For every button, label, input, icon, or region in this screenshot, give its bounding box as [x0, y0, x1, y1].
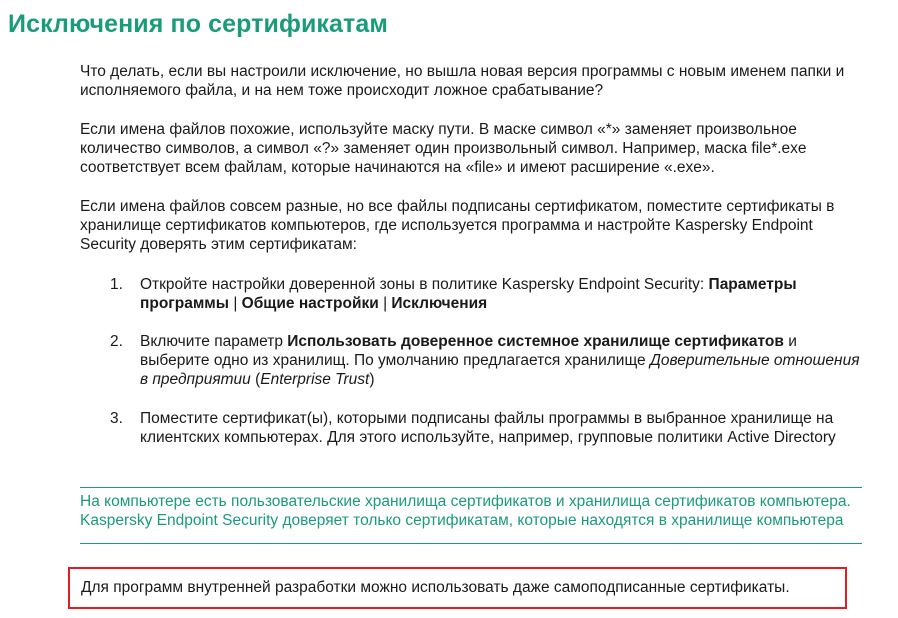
step-text-plain: и выберите одно из хранилищ. По умолчанию предлагается хранилище: [140, 333, 797, 369]
step-text: [140, 275, 870, 313]
step-bold-path: Общие настройки: [241, 295, 379, 312]
path-separator: |: [229, 295, 242, 312]
step-bold-parameter: Использовать доверенное системное хранилище сертификатов: [287, 333, 784, 350]
step-bold-path: Исключения: [391, 295, 488, 312]
step-number: 2.: [110, 333, 123, 350]
step-italic-store-en: Enterprise Trust: [260, 371, 370, 388]
page-title: Исключения по сертификатам: [8, 10, 388, 38]
paragraph-question: Что делать, если вы настроили исключение, но вышла новая версия программы с новым именем папки и исполняемого файла, и на нем тоже происходит ложное срабатывание?: [80, 63, 845, 99]
step-number: 3.: [110, 410, 123, 427]
step-text-plain: (: [250, 371, 261, 388]
step-text: [140, 332, 870, 389]
step-text-plain: Включите параметр: [140, 333, 288, 350]
highlight-callout-text: Для программ внутренней разработки можно использовать даже самоподписанные сертификаты.: [81, 579, 790, 596]
step-bold-path: Параметры программы: [140, 276, 797, 312]
info-note: [80, 487, 862, 544]
step-italic-store: Доверительные отношения в предприятии: [140, 352, 860, 388]
info-note-text: На компьютере есть пользовательские хранилища сертификатов и хранилища сертификатов компьютера. Kaspersky Endpoint Security доверяет только сертификатам, которые находятся в хранилище компьютера: [80, 493, 851, 529]
step-text-plain: ): [369, 371, 375, 388]
paragraph-certificates: Если имена файлов совсем разные, но все файлы подписаны сертификатом, поместите сертификаты в хранилище сертификатов компьютеров, где используется программа и настройте Kaspersky Endpoint Security доверять этим сертификатам:: [80, 198, 835, 253]
path-separator: |: [378, 295, 392, 312]
step-number: 1.: [110, 276, 123, 293]
paragraph-path-mask: Если имена файлов похожие, используйте маску пути. В маске символ «*» заменяет произвольное количество символов, а символ «?» заменяет один произвольный символ. Например, маска file*.exe соответствует всем файлам, которые начинаются на «file» и имеют расширение «.exe».: [80, 121, 807, 176]
step-text-plain: Откройте настройки доверенной зоны в политике Kaspersky Endpoint Security:: [140, 276, 709, 293]
step-text: Поместите сертификат(ы), которыми подписаны файлы программы в выбранное хранилище на клиентских компьютерах. Для этого используйте, например, групповые политики Active Directory: [140, 410, 836, 446]
highlight-callout: [68, 567, 847, 609]
